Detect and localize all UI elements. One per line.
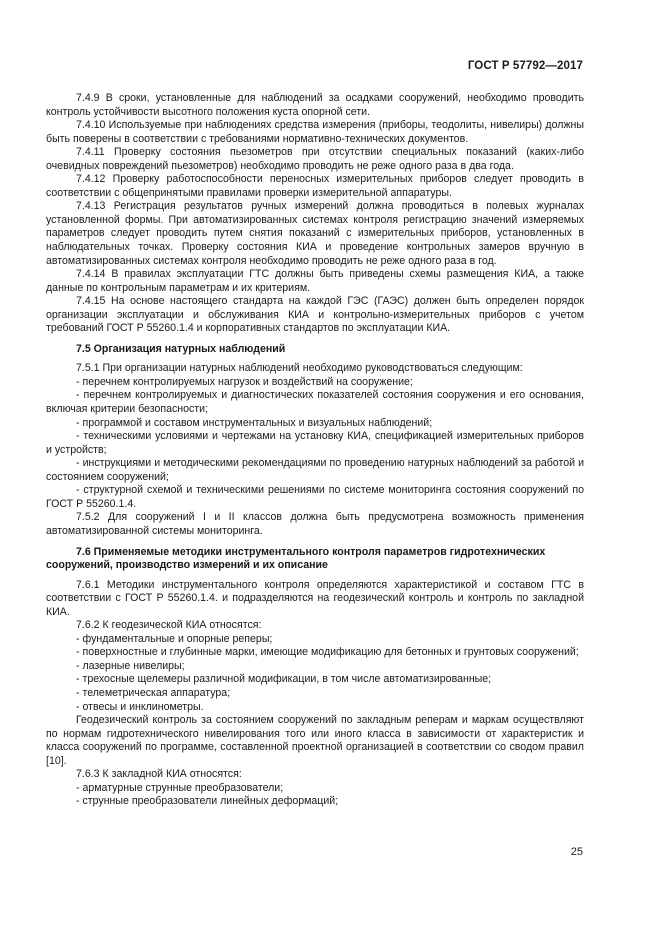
paragraph-7-4-15: 7.4.15 На основе настоящего стандарта на каждой ГЭС (ГАЭС) должен быть определен порядок организации эксплуатации и обслуживания КИА и контрольно-измерительных приборов с учетом требований ГОСТ Р 55260.1.4 и корпоративных стандартов по эксплуатации КИА.	[46, 295, 584, 335]
paragraph-7-4-10: 7.4.10 Используемые при наблюдениях средства измерения (приборы, теодолиты, нивелиры) должны быть поверены в соответствии с требованиями нормативно-технических документов.	[46, 119, 584, 145]
paragraph-7-4-9: 7.4.9 В сроки, установленные для наблюдений за осадками сооружений, необходимо проводить контроль устойчивости высотного положения куста опорной сети.	[46, 92, 584, 118]
paragraph-7-6-3: 7.6.3 К закладной КИА относятся:	[76, 768, 242, 781]
page-number: 25	[570, 846, 583, 858]
list-item: - трехосные щелемеры различной модификации, в том числе автоматизированные;	[76, 673, 492, 686]
paragraph-7-4-11: 7.4.11 Проверку состояния пьезометров при отсутствии специальных показаний (каких-либо очевидных повреждений пьезометров) необходимо проводить не реже одного раза в два года.	[46, 146, 584, 172]
list-item: - техническими условиями и чертежами на установку КИА, спецификацией измерительных приборов и устройств;	[46, 430, 584, 456]
list-item: - отвесы и инклинометры.	[76, 700, 204, 713]
document-body	[46, 92, 584, 809]
list-item: - инструкциями и методическими рекомендациями по проведению натурных наблюдений за работой и состоянием сооружений;	[46, 457, 584, 483]
paragraph-7-6-1: 7.6.1 Методики инструментального контроля определяются характеристикой и составом ГТС в соответствии с ГОСТ Р 55260.1.4. и подразделяются на геодезический контроль и контроль по закладной КИА.	[46, 578, 584, 618]
section-heading-7-6: 7.6 Применяемые методики инструментального контроля параметров гидротехнических сооружений, производство измерений и их описание	[46, 545, 546, 572]
list-item: - струнные преобразователи линейных деформаций;	[76, 795, 339, 808]
list-item: - фундаментальные и опорные реперы;	[76, 632, 273, 645]
paragraph-7-5-1: 7.5.1 При организации натурных наблюдений необходимо руководствоваться следующим:	[76, 362, 523, 375]
section-heading-7-5: 7.5 Организация натурных наблюдений	[76, 342, 286, 355]
list-item: - телеметрическая аппаратура;	[76, 686, 231, 699]
list-item: - структурной схемой и техническими решениями по системе мониторинга состояния сооружений по ГОСТ Р 55260.1.4.	[46, 484, 584, 510]
list-item: - перечнем контролируемых и диагностических показателей состояния сооружения и его основания, включая критерии безопасности;	[46, 389, 584, 416]
paragraph-7-4-13: 7.4.13 Регистрация результатов ручных измерений должна проводиться в полевых журналах установленной формы. При автоматизированных системах контроля регистрацию значений измеряемых параметров следует проводить путем снятия показаний с измерительных приборов, установленных в наблюдательных точках. Проверку состояния КИА и проведение контрольных замеров вручную в автоматизированных системах контроля необходимо проводить не реже одного раза в год.	[46, 200, 584, 267]
list-item: - лазерные нивелиры;	[76, 659, 185, 672]
standard-code: ГОСТ Р 57792—2017	[467, 60, 583, 72]
paragraph-7-5-2: 7.5.2 Для сооружений I и II классов должна быть предусмотрена возможность применения автоматизированной системы мониторинга.	[46, 511, 584, 537]
paragraph-7-4-12: 7.4.12 Проверку работоспособности переносных измерительных приборов следует проводить в соответствии с общепринятыми правилами проверки измерительной аппаратуры.	[46, 173, 584, 199]
list-item: - перечнем контролируемых нагрузок и воздействий на сооружение;	[76, 375, 413, 388]
list-item: - программой и составом инструментальных и визуальных наблюдений;	[76, 416, 433, 429]
paragraph-7-4-14: 7.4.14 В правилах эксплуатации ГТС должны быть приведены схемы размещения КИА, а также данные по контрольным параметрам и их критериям.	[46, 268, 584, 294]
paragraph-geodetic-control: Геодезический контроль за состоянием сооружений по закладным реперам и маркам осуществляют по нормам гидротехнического нивелирования того или иного класса в зависимости от характеристик и класса сооружений по программе, составленной проектной организацией в соответствии со сводом правил [10].	[46, 714, 584, 767]
paragraph-7-6-2: 7.6.2 К геодезической КИА относятся:	[76, 619, 262, 632]
list-item: - арматурные струнные преобразователи;	[76, 781, 284, 794]
list-item: - поверхностные и глубинные марки, имеющие модификацию для бетонных и грунтовых сооружений;	[76, 646, 579, 659]
